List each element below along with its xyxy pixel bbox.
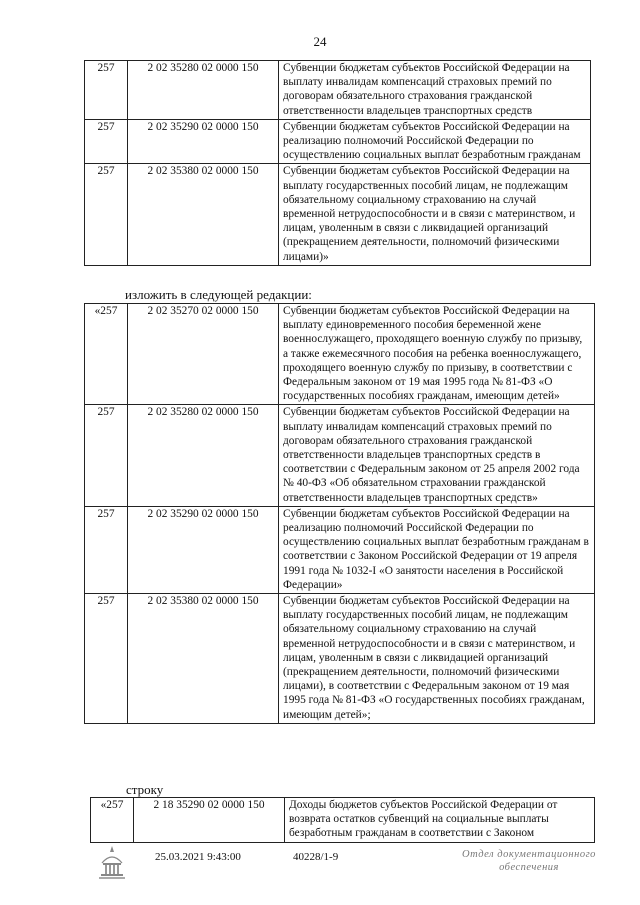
- table-row: [85, 594, 595, 724]
- stamp-line-2: обеспечения: [499, 862, 559, 873]
- table-row-to-change: [90, 797, 595, 843]
- table-row: [85, 164, 591, 265]
- cell-description: Субвенции бюджетам субъектов Российской Федерации на выплату государственных пособий лицам, не подлежащим обязательному социальному страхованию на случай временной нетрудоспособности и в связи с материнством, и лицам, уволенным в связи с ликвидацией организаций (прекращением деятельности, полномочий физическими лицами), в соответствии с Федеральным законом от 19 мая 1995 года № 81-ФЗ «О государственных пособиях гражданам, имеющим детей»;: [279, 594, 595, 724]
- cell-kbk-code: 2 02 35380 02 0000 150: [128, 594, 279, 724]
- cell-admin-code: 257: [85, 594, 128, 724]
- cell-description: Субвенции бюджетам субъектов Российской Федерации на реализацию полномочий Российской Федерации по осуществлению социальных выплат безработным гражданам в соответствии с Законом Российской Федерации от 19 апреля 1991 года № 1032-I «О занятости населения в Российской Федерации»: [279, 506, 595, 593]
- table-new-rows: [84, 303, 595, 724]
- page-number: 24: [313, 34, 327, 49]
- caption-new-edition: изложить в следующей редакции:: [125, 287, 312, 302]
- cell-kbk-code: 2 02 35280 02 0000 150: [128, 405, 279, 506]
- table-row: [85, 61, 591, 120]
- cell-kbk-code: 2 02 35270 02 0000 150: [128, 304, 279, 405]
- cell-admin-code: «257: [85, 304, 128, 405]
- table-row: [85, 506, 595, 593]
- cell-kbk-code: 2 02 35290 02 0000 150: [128, 506, 279, 593]
- cell-description: Доходы бюджетов субъектов Российской Федерации от возврата остатков субвенций на социальные выплаты безработным гражданам в соответствии с Законом: [285, 798, 595, 843]
- caption-row: строку: [126, 782, 164, 797]
- cell-description: Субвенции бюджетам субъектов Российской Федерации на выплату единовременного пособия беременной жене военнослужащего, проходящего военную службу по призыву, а также ежемесячного пособия на ребенка военнослужащего, проходящего военную службу по призыву, в соответствии с Федеральным законом от 19 мая 1995 года № 81-ФЗ «О государственных пособиях гражданам, имеющим детей»: [279, 304, 595, 405]
- cell-admin-code: 257: [85, 405, 128, 506]
- table-row: [85, 119, 591, 164]
- cell-description: Субвенции бюджетам субъектов Российской Федерации на реализацию полномочий Российской Федерации по осуществлению социальных выплат безработным гражданам: [279, 119, 591, 164]
- table-row: [91, 798, 595, 843]
- cell-kbk-code: 2 02 35380 02 0000 150: [128, 164, 279, 265]
- cell-description: Субвенции бюджетам субъектов Российской Федерации на выплату инвалидам компенсаций страховых премий по договорам обязательного страхования гражданской ответственности владельцев транспортных средств в соответствии с Федеральным законом от 25 апреля 2002 года № 40-ФЗ «Об обязательном страховании гражданской ответственности владельцев транспортных средств»: [279, 405, 595, 506]
- cell-description: Субвенции бюджетам субъектов Российской Федерации на выплату инвалидам компенсаций страховых премий по договорам обязательного страхования гражданской ответственности владельцев транспортных средств: [279, 61, 591, 120]
- parliament-logo-icon: [96, 843, 128, 883]
- cell-admin-code: 257: [85, 506, 128, 593]
- cell-kbk-code: 2 02 35290 02 0000 150: [128, 119, 279, 164]
- footer-datetime: 25.03.2021 9:43:00: [155, 851, 241, 863]
- table-row: [85, 304, 595, 405]
- table-original-rows: [84, 60, 591, 266]
- cell-admin-code: «257: [91, 798, 134, 843]
- footer-doc-number: 40228/1-9: [293, 851, 339, 863]
- footer-department-stamp: [454, 848, 604, 874]
- cell-admin-code: 257: [85, 119, 128, 164]
- cell-admin-code: 257: [85, 61, 128, 120]
- cell-description: Субвенции бюджетам субъектов Российской Федерации на выплату государственных пособий лицам, не подлежащим обязательному социальному страхованию на случай временной нетрудоспособности и в связи с материнством, и лицам, уволенным в связи с ликвидацией организаций (прекращением деятельности, полномочий физическими лицами)»: [279, 164, 591, 265]
- cell-admin-code: 257: [85, 164, 128, 265]
- table-row: [85, 405, 595, 506]
- cell-kbk-code: 2 02 35280 02 0000 150: [128, 61, 279, 120]
- cell-kbk-code: 2 18 35290 02 0000 150: [134, 798, 285, 843]
- stamp-line-1: Отдел документационного: [462, 849, 596, 860]
